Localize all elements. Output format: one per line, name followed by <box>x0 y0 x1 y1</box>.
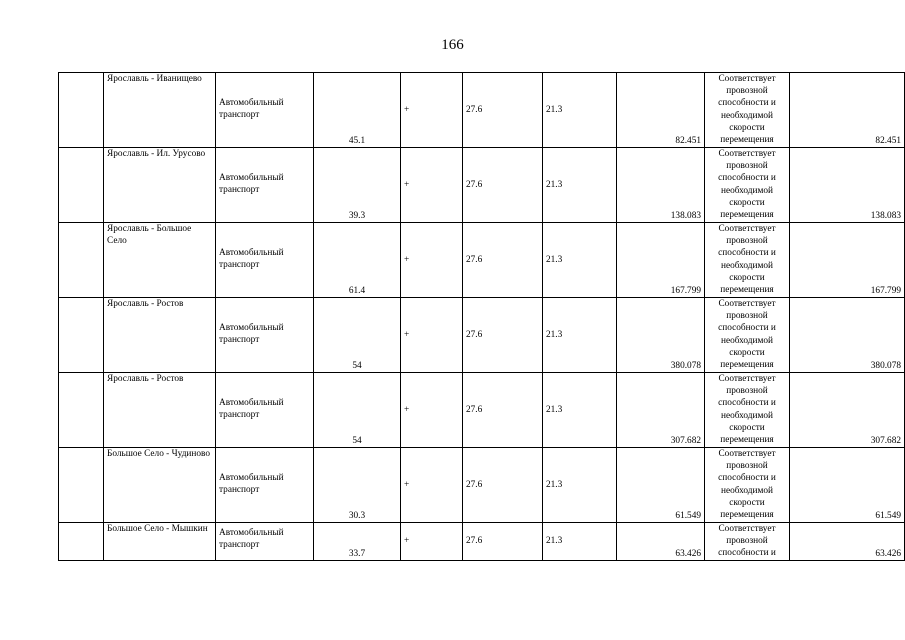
value-b-cell <box>543 373 617 448</box>
value-a-cell <box>463 148 543 223</box>
length-cell <box>314 73 401 148</box>
value-c-cell <box>617 73 705 148</box>
route-length: 39.3 <box>348 211 366 221</box>
value-b-cell <box>543 298 617 373</box>
transport-type: Автомобильный транспорт <box>219 473 284 495</box>
value-d-cell <box>790 148 905 223</box>
conclusion-text: Соответствует провозной способности и необходимой скорости перемещения <box>718 299 776 371</box>
route-name: Большое Село - Чудиново <box>107 449 210 459</box>
row-index-cell <box>59 448 104 523</box>
transport-type-cell <box>216 223 314 298</box>
value-d: 63.426 <box>875 548 901 559</box>
compliance-mark: + <box>404 405 410 415</box>
value-b-cell <box>543 448 617 523</box>
value-b: 21.3 <box>546 536 563 546</box>
conclusion-text: Соответствует провозной способности и <box>718 524 776 559</box>
transport-type-cell <box>216 73 314 148</box>
conclusion-cell <box>705 148 790 223</box>
value-c-cell <box>617 373 705 448</box>
mark-cell <box>401 448 463 523</box>
value-d-cell <box>790 523 905 561</box>
transport-type: Автомобильный транспорт <box>219 248 284 270</box>
route-name: Ярославль - Ростов <box>107 374 184 384</box>
value-d-cell <box>790 373 905 448</box>
value-a-cell <box>463 223 543 298</box>
compliance-mark: + <box>404 180 410 190</box>
value-b: 21.3 <box>546 255 563 265</box>
compliance-mark: + <box>404 105 410 115</box>
value-d: 82.451 <box>875 136 901 146</box>
transport-type: Автомобильный транспорт <box>219 98 284 120</box>
length-cell <box>314 148 401 223</box>
value-b-cell <box>543 148 617 223</box>
route-length: 61.4 <box>348 286 366 296</box>
route-name: Ярославль - Ил. Урусово <box>107 149 206 159</box>
length-cell <box>314 523 401 561</box>
value-c: 380.078 <box>670 361 701 371</box>
value-a: 27.6 <box>466 405 483 415</box>
row-index-cell <box>59 523 104 561</box>
transport-type-cell <box>216 148 314 223</box>
transport-type: Автомобильный транспорт <box>219 398 284 420</box>
mark-cell <box>401 223 463 298</box>
route-name: Большое Село - Мышкин <box>107 524 208 534</box>
mark-cell <box>401 373 463 448</box>
route-cell <box>104 148 216 223</box>
value-c: 61.549 <box>675 511 701 521</box>
mark-cell <box>401 298 463 373</box>
value-a: 27.6 <box>466 255 483 265</box>
page-number: 166 <box>441 37 464 53</box>
transport-type-cell <box>216 523 314 561</box>
compliance-mark: + <box>404 255 410 265</box>
row-index-cell <box>59 73 104 148</box>
value-c-cell <box>617 448 705 523</box>
conclusion-cell <box>705 73 790 148</box>
table-row <box>59 373 905 448</box>
value-b: 21.3 <box>546 405 563 415</box>
conclusion-text: Соответствует провозной способности и необходимой скорости перемещения <box>718 374 776 446</box>
value-c: 63.426 <box>675 548 701 559</box>
value-b: 21.3 <box>546 330 563 340</box>
row-index-cell <box>59 373 104 448</box>
value-c-cell <box>617 223 705 298</box>
value-a: 27.6 <box>466 105 483 115</box>
routes-table-body <box>59 73 905 561</box>
value-c-cell <box>617 298 705 373</box>
route-length: 54 <box>352 361 362 371</box>
routes-table <box>58 72 905 561</box>
value-d-cell <box>790 73 905 148</box>
route-cell <box>104 73 216 148</box>
value-a: 27.6 <box>466 480 483 490</box>
compliance-mark: + <box>404 536 410 546</box>
value-d: 167.799 <box>870 286 901 296</box>
value-a-cell <box>463 298 543 373</box>
value-c-cell <box>617 148 705 223</box>
mark-cell <box>401 523 463 561</box>
conclusion-text: Соответствует провозной способности и необходимой скорости перемещения <box>718 224 776 296</box>
value-b: 21.3 <box>546 105 563 115</box>
length-cell <box>314 223 401 298</box>
route-length: 45.1 <box>348 136 366 146</box>
route-length: 33.7 <box>348 548 366 559</box>
mark-cell <box>401 148 463 223</box>
table-row <box>59 148 905 223</box>
transport-type: Автомобильный транспорт <box>219 528 284 550</box>
route-cell <box>104 223 216 298</box>
row-index-cell <box>59 148 104 223</box>
conclusion-text: Соответствует провозной способности и необходимой скорости перемещения <box>718 74 776 146</box>
conclusion-text: Соответствует провозной способности и необходимой скорости перемещения <box>718 149 776 221</box>
value-a: 27.6 <box>466 536 483 546</box>
length-cell <box>314 448 401 523</box>
route-length: 54 <box>352 436 362 446</box>
value-c: 138.083 <box>670 211 701 221</box>
value-c-cell <box>617 523 705 561</box>
route-name: Ярославль - Иванищево <box>107 74 202 84</box>
conclusion-cell <box>705 298 790 373</box>
row-index-cell <box>59 223 104 298</box>
value-d: 138.083 <box>870 211 901 221</box>
table-row <box>59 223 905 298</box>
transport-type-cell <box>216 448 314 523</box>
conclusion-cell <box>705 523 790 561</box>
table-row <box>59 448 905 523</box>
row-index-cell <box>59 298 104 373</box>
value-d: 307.682 <box>870 436 901 446</box>
value-c: 82.451 <box>675 136 701 146</box>
compliance-mark: + <box>404 330 410 340</box>
mark-cell <box>401 73 463 148</box>
value-d: 61.549 <box>875 511 901 521</box>
conclusion-cell <box>705 373 790 448</box>
value-a-cell <box>463 73 543 148</box>
conclusion-cell <box>705 223 790 298</box>
conclusion-text: Соответствует провозной способности и необходимой скорости перемещения <box>718 449 776 521</box>
compliance-mark: + <box>404 480 410 490</box>
value-c: 167.799 <box>670 286 701 296</box>
route-cell <box>104 373 216 448</box>
value-b: 21.3 <box>546 480 563 490</box>
length-cell <box>314 298 401 373</box>
table-row <box>59 523 905 561</box>
table-row <box>59 298 905 373</box>
route-length: 30.3 <box>348 511 366 521</box>
length-cell <box>314 373 401 448</box>
value-b-cell <box>543 73 617 148</box>
route-name: Ярославль - Ростов <box>107 299 184 309</box>
route-name: Ярославль - Большое Село <box>107 224 192 246</box>
value-b: 21.3 <box>546 180 563 190</box>
value-b-cell <box>543 223 617 298</box>
conclusion-cell <box>705 448 790 523</box>
value-b-cell <box>543 523 617 561</box>
route-cell <box>104 448 216 523</box>
value-d-cell <box>790 298 905 373</box>
transport-type: Автомобильный транспорт <box>219 173 284 195</box>
value-a-cell <box>463 373 543 448</box>
transport-type: Автомобильный транспорт <box>219 323 284 345</box>
route-cell <box>104 523 216 561</box>
value-d: 380.078 <box>870 361 901 371</box>
table-row <box>59 73 905 148</box>
transport-type-cell <box>216 373 314 448</box>
value-a: 27.6 <box>466 330 483 340</box>
value-d-cell <box>790 223 905 298</box>
value-d-cell <box>790 448 905 523</box>
value-c: 307.682 <box>670 436 701 446</box>
value-a-cell <box>463 523 543 561</box>
route-cell <box>104 298 216 373</box>
value-a: 27.6 <box>466 180 483 190</box>
value-a-cell <box>463 448 543 523</box>
transport-type-cell <box>216 298 314 373</box>
